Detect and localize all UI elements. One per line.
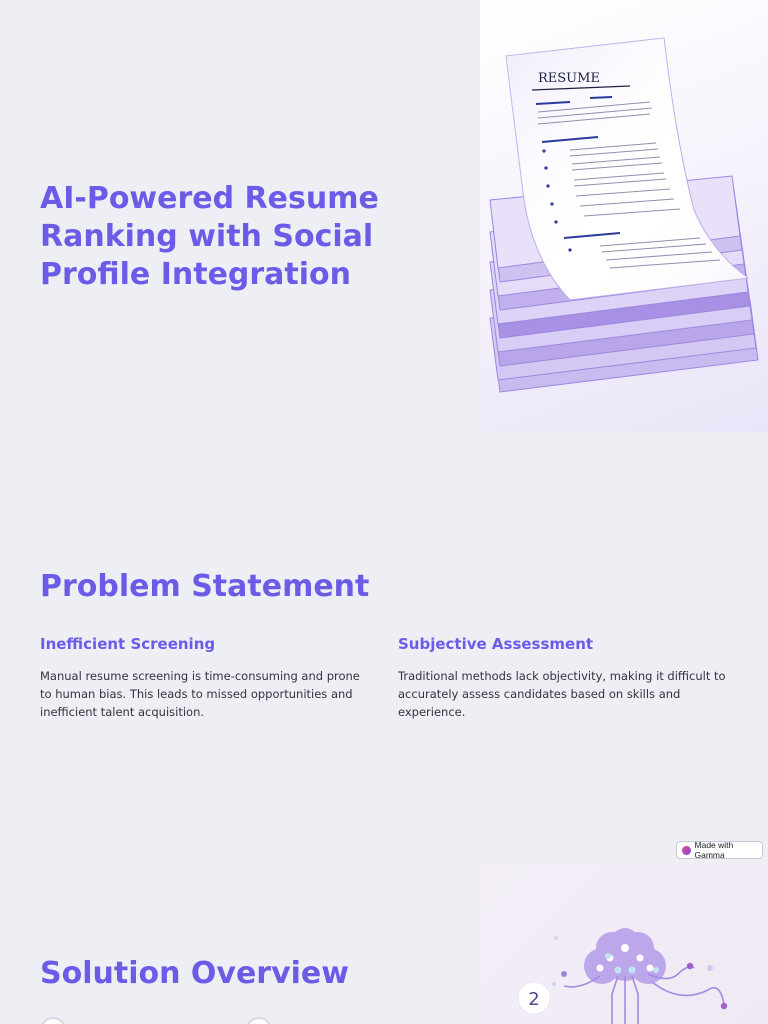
hero-title: AI-Powered Resume Ranking with Social Profile Integration xyxy=(40,181,379,292)
number-bubble-text: 2 xyxy=(528,989,540,1010)
problem-slide xyxy=(0,432,768,864)
solution-title: Solution Overview xyxy=(40,956,349,991)
ai-tree-illustration xyxy=(480,864,768,1024)
resume-stack-image xyxy=(480,0,768,432)
problem-card-body: Manual resume screening is time-consuming and prone to human bias. This leads to missed opportunities and inefficient talent acquisition. xyxy=(40,669,360,719)
problem-card-heading: Subjective Assessment xyxy=(398,635,594,653)
badge-label: Made with Gamma xyxy=(694,840,734,860)
problem-card-inefficient-screening xyxy=(40,635,370,721)
feature-icon xyxy=(40,1017,66,1024)
problem-card-subjective-assessment xyxy=(398,635,728,721)
made-with-gamma-badge[interactable] xyxy=(676,841,763,859)
problem-card-heading: Inefficient Screening xyxy=(40,635,216,653)
circuit-tree-icon xyxy=(480,864,768,1024)
feature-icon xyxy=(246,1017,272,1024)
title-slide xyxy=(0,0,768,432)
resume-heading-text: RESUME xyxy=(538,71,600,86)
problem-title: Problem Statement xyxy=(40,569,370,604)
problem-card-body: Traditional methods lack objectivity, making it difficult to accurately assess candidates based on skills and experience. xyxy=(398,669,726,719)
gamma-logo-icon xyxy=(682,846,691,855)
solution-slide xyxy=(0,864,768,1024)
resume-stack-illustration xyxy=(480,0,768,432)
